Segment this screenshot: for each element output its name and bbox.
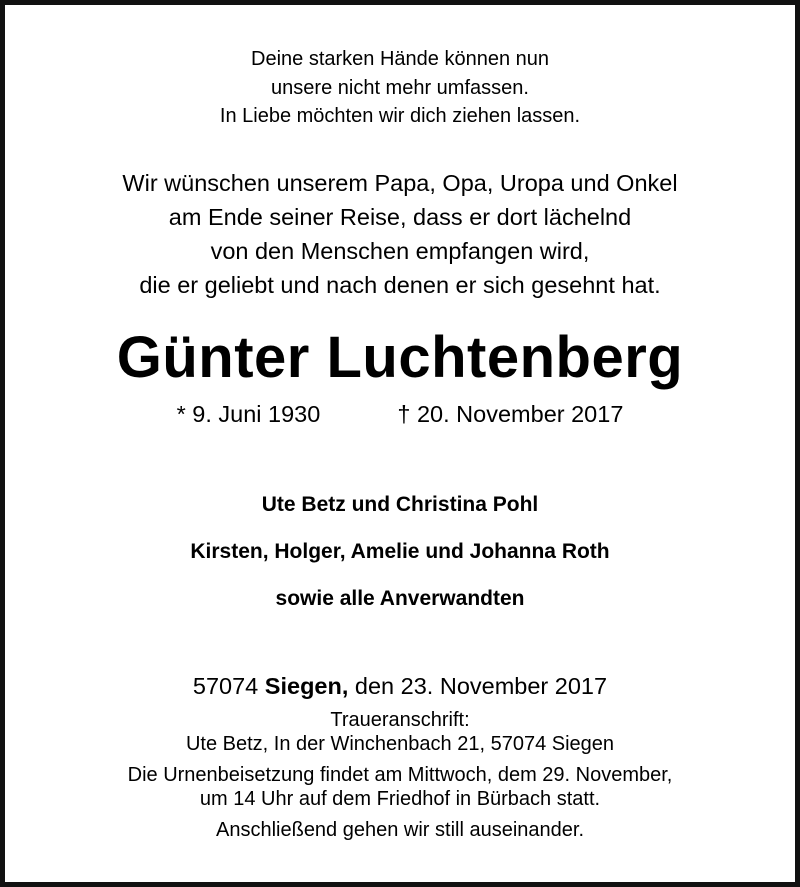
burial-line-1: Die Urnenbeisetzung findet am Mittwoch, dem 29. November, xyxy=(127,764,673,786)
place-date xyxy=(0,675,800,699)
wish-line-3: von den Menschen empfangen wird, xyxy=(210,238,590,264)
verse-line-1: Deine starken Hände können nun xyxy=(251,48,549,70)
postcode: 57074 xyxy=(192,673,259,699)
burial-line-3: Anschließend gehen wir still auseinander. xyxy=(216,819,584,841)
birth-date: * 9. Juni 1930 xyxy=(176,401,321,427)
wish-line-4: die er geliebt und nach denen er sich gesehnt hat. xyxy=(139,272,661,298)
verse-line-2: unsere nicht mehr umfassen. xyxy=(271,77,529,99)
mourning-address-label: Traueranschrift: xyxy=(330,709,470,731)
mourning-address: Ute Betz, In der Winchenbach 21, 57074 Siegen xyxy=(185,733,615,755)
family-line-3: sowie alle Anverwandten xyxy=(275,587,525,610)
deceased-name: Günter Luchtenberg xyxy=(116,325,684,390)
life-dates xyxy=(0,403,800,427)
burial-line-2: um 14 Uhr auf dem Friedhof in Bürbach statt. xyxy=(199,788,601,810)
city: Siegen, xyxy=(264,673,349,699)
family-line-2: Kirsten, Holger, Amelie und Johanna Roth xyxy=(190,540,610,563)
wish-line-2: am Ende seiner Reise, dass er dort lächelnd xyxy=(168,204,632,230)
announcement-date: den 23. November 2017 xyxy=(354,673,608,699)
death-date: † 20. November 2017 xyxy=(397,401,624,427)
verse-line-3: In Liebe möchten wir dich ziehen lassen. xyxy=(219,105,581,127)
wish-line-1: Wir wünschen unserem Papa, Opa, Uropa und Onkel xyxy=(122,170,678,196)
family-line-1: Ute Betz und Christina Pohl xyxy=(261,493,539,516)
